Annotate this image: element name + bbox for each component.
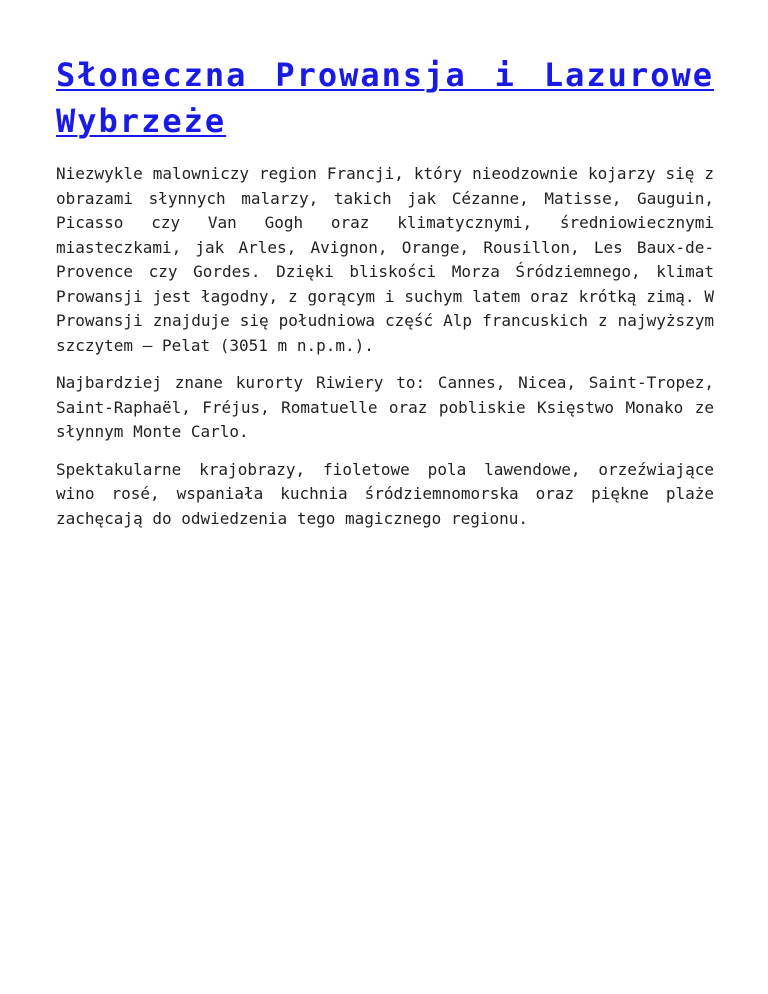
article [56,52,714,544]
article-title [56,52,714,144]
article-title-link[interactable]: Słoneczna Prowansja i Lazurowe Wybrzeże [56,56,714,140]
article-paragraph-resorts: Najbardziej znane kurorty Riwiery to: Cannes, Nicea, Saint-Tropez, Saint-Raphaël, Fréjus, Romatuelle oraz pobliskie Księstwo Monako ze słynnym Monte Carlo. [56,373,714,441]
article-paragraph-closing: Spektakularne krajobrazy, fioletowe pola lawendowe, orzeźwiające wino rosé, wspaniała kuchnia śródziemnomorska oraz piękne plaże zachęcają do odwiedzenia tego magicznego regionu. [56,459,714,528]
article-paragraph-intro: Niezwykle malowniczy region Francji, który nieodzownie kojarzy się z obrazami słynnych malarzy, takich jak Cézanne, Matisse, Gauguin, Picasso czy Van Gogh oraz klimatycznymi, średniowiecznymi miasteczkami, jak Arles, Avignon, Orange, Rousillon, Les Baux-de-Provence czy Gordes. Dzięki bliskości Morza Śródziemnego, klimat Prowansji jest łagodny, z gorącym i suchym latem oraz krótką zimą. W Prowansji znajduje się południowa część Alp francuskich z najwyższym szczytem – Pelat (3051 m n.p.m.). [56,164,714,355]
